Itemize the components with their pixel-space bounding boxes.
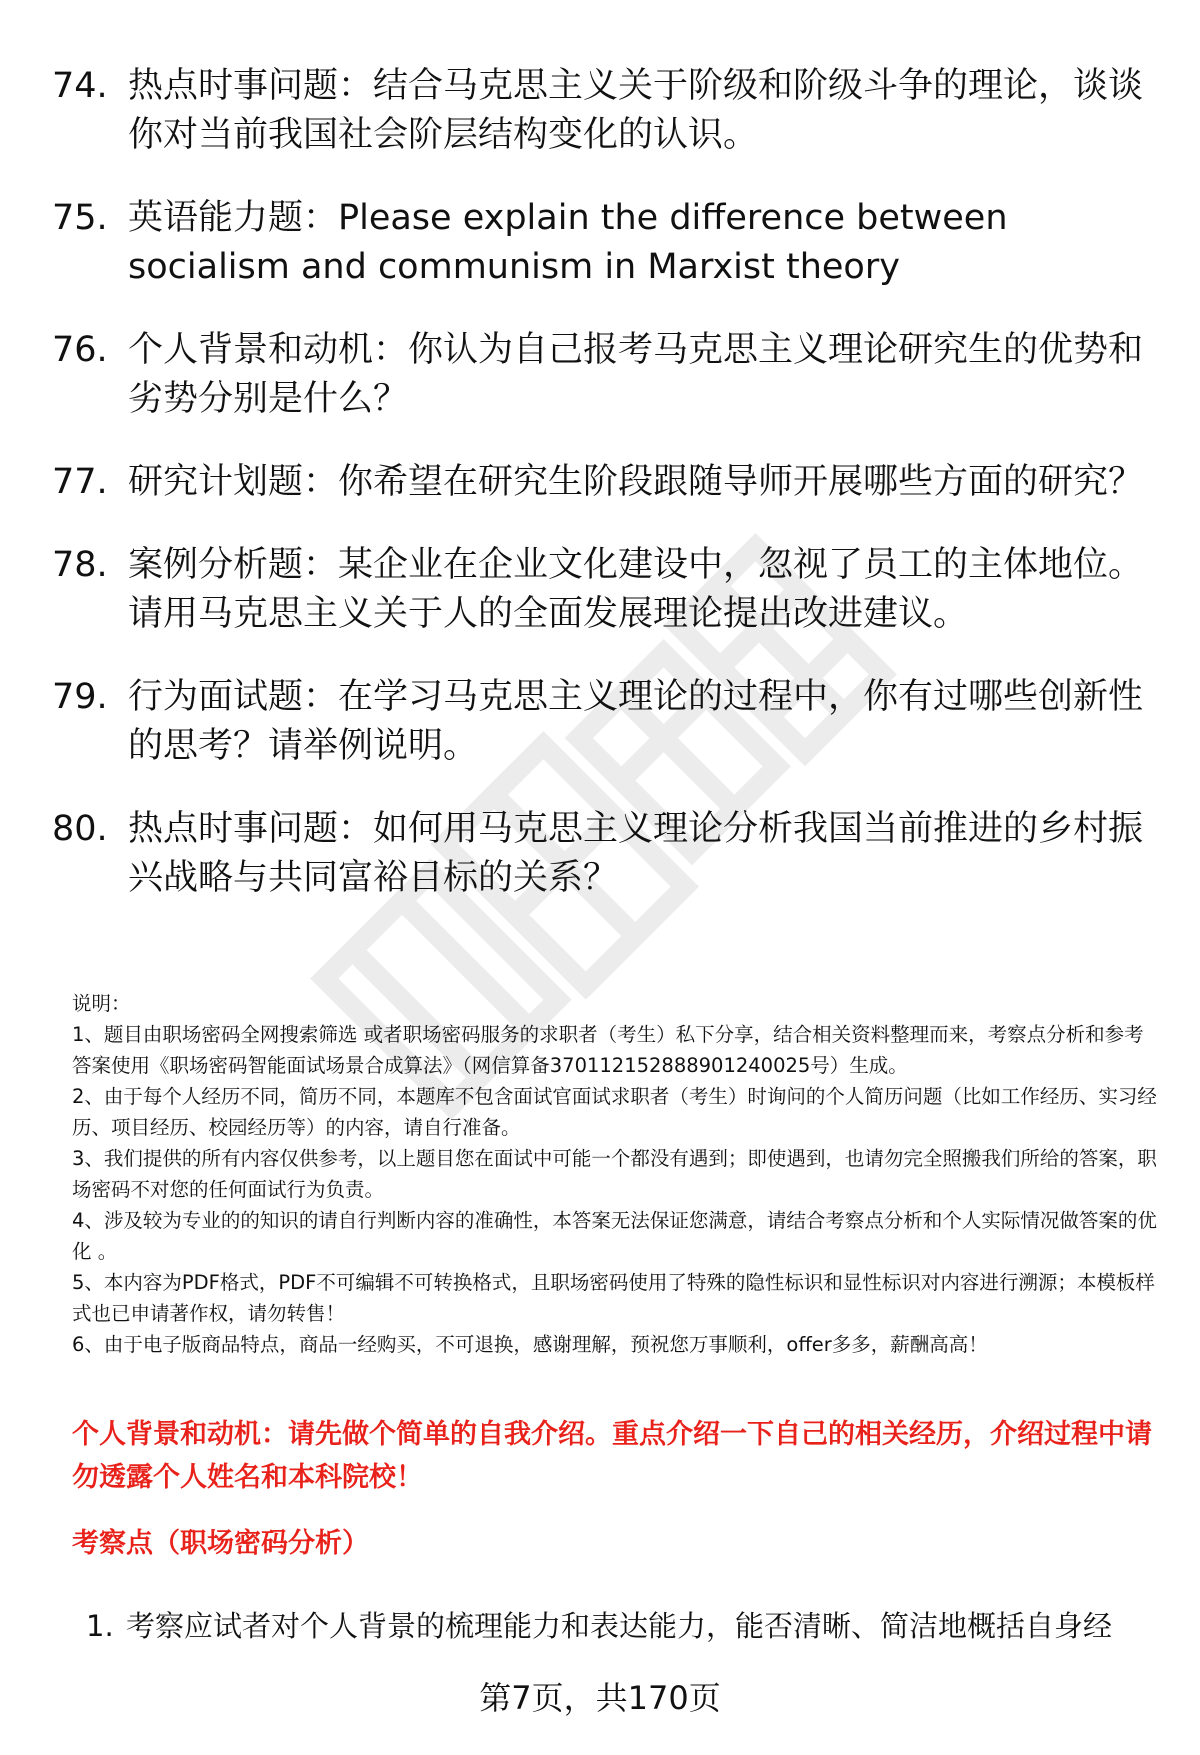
note-item: 5、本内容为PDF格式，PDF不可编辑不可转换格式，且职场密码使用了特殊的隐性标识和显性标识对内容进行溯源；本模板样式也已申请著作权，请勿转售！	[72, 1271, 1155, 1325]
question-number: 79.	[52, 677, 108, 717]
question-number: 74.	[52, 66, 108, 106]
question-number: 76.	[52, 330, 108, 370]
question-number: 75.	[52, 198, 108, 238]
question-text: 英语能力题：Please explain the difference between socialism and communism in Marxist theory	[128, 198, 1008, 287]
question-item	[52, 458, 1152, 507]
question-number: 80.	[52, 809, 108, 849]
notes-title: 说明：	[72, 992, 131, 1015]
question-text: 研究计划题：你希望在研究生阶段跟随导师开展哪些方面的研究？	[128, 462, 1144, 502]
question-text: 案例分析题：某企业在企业文化建设中，忽视了员工的主体地位。请用马克思主义关于人的全面发展理论提出改进建议。	[128, 545, 1144, 634]
question-item	[52, 673, 1152, 771]
note-item: 4、涉及较为专业的的知识的请自行判断内容的准确性，本答案无法保证您满意，请结合考察点分析和个人实际情况做答案的优化 。	[72, 1209, 1157, 1263]
question-item	[52, 194, 1152, 292]
section-subheading: 考察点（职场密码分析）	[72, 1528, 369, 1559]
question-item	[52, 541, 1152, 639]
question-text: 热点时事问题：结合马克思主义关于阶级和阶级斗争的理论，谈谈你对当前我国社会阶层结构变化的认识。	[128, 66, 1144, 155]
note-item: 6、由于电子版商品特点，商品一经购买，不可退换，感谢理解，预祝您万事顺利，offer多多，薪酬高高！	[72, 1333, 988, 1356]
question-text: 热点时事问题：如何用马克思主义理论分析我国当前推进的乡村振兴战略与共同富裕目标的关系？	[128, 809, 1144, 898]
note-item: 2、由于每个人经历不同，简历不同，本题库不包含面试官面试求职者（考生）时询问的个人简历问题（比如工作经历、实习经历、项目经历、校园经历等）的内容，请自行准备。	[72, 1085, 1157, 1139]
note-item: 3、我们提供的所有内容仅供参考，以上题目您在面试中可能一个都没有遇到；即使遇到，也请勿完全照搬我们所给的答案，职场密码不对您的任何面试行为负责。	[72, 1147, 1157, 1201]
section-heading: 个人背景和动机：请先做个简单的自我介绍。重点介绍一下自己的相关经历，介绍过程中请勿透露个人姓名和本科院校！	[72, 1419, 1152, 1493]
question-number: 78.	[52, 545, 108, 585]
question-number: 77.	[52, 462, 108, 502]
notes-section	[72, 988, 1162, 1360]
question-text: 个人背景和动机：你认为自己报考马克思主义理论研究生的优势和劣势分别是什么？	[128, 330, 1144, 419]
page-footer: 第7页，共170页	[479, 1679, 721, 1717]
question-item	[52, 62, 1152, 160]
question-text: 行为面试题：在学习马克思主义理论的过程中，你有过哪些创新性的思考？请举例说明。	[128, 677, 1144, 766]
point-text: 考察应试者对个人背景的梳理能力和表达能力，能否清晰、简洁地概括自身经	[126, 1609, 1113, 1643]
question-item	[52, 326, 1152, 424]
question-list	[52, 62, 1152, 937]
note-item: 1、题目由职场密码全网搜索筛选 或者职场密码服务的求职者（考生）私下分享，结合相关资料整理而来，考察点分析和参考答案使用《职场密码智能面试场景合成算法》（网信算备370112152888901240025号）生成。	[72, 1023, 1144, 1077]
point-number: 1.	[86, 1609, 114, 1643]
analysis-point	[86, 1605, 1166, 1647]
question-item	[52, 805, 1152, 903]
